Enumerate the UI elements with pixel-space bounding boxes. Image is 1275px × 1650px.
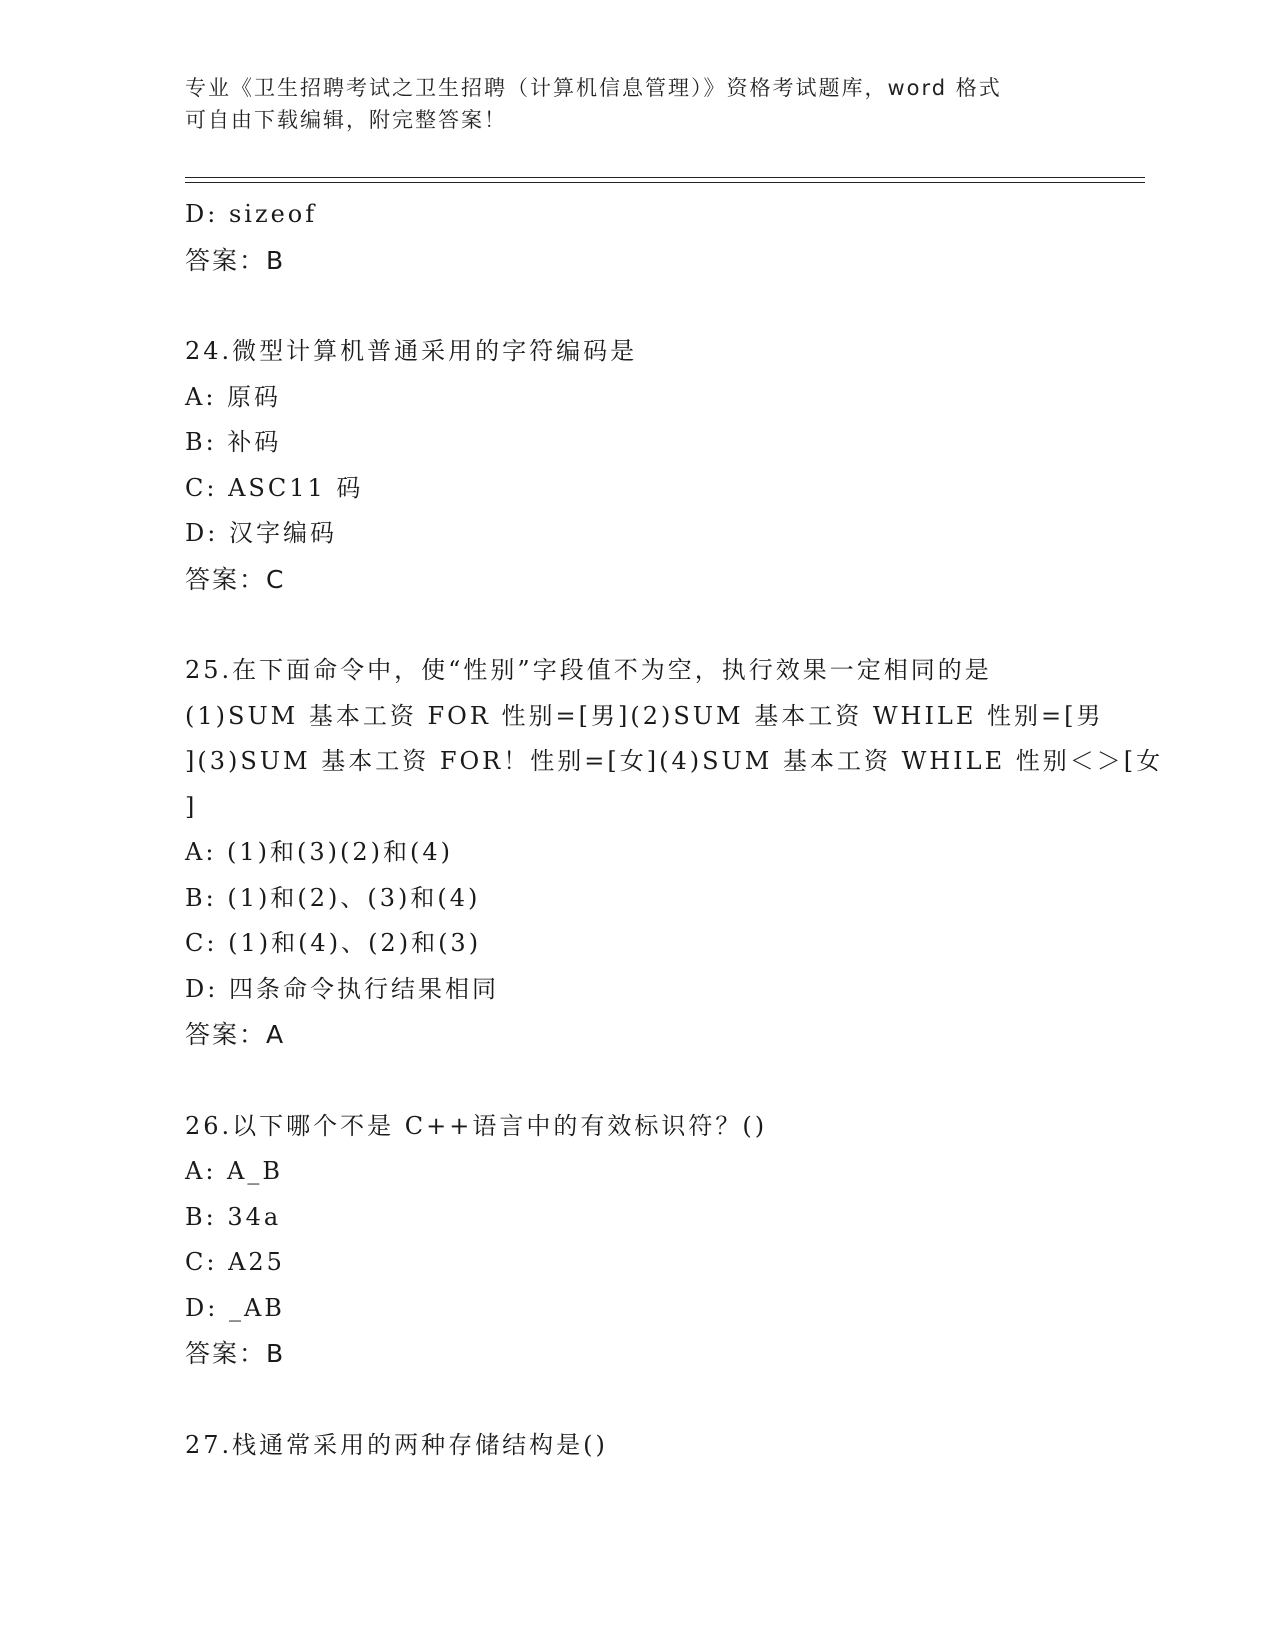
- answer-label: 答案：A: [185, 1020, 286, 1049]
- option-c: C: (1)和(4)、(2)和(3): [185, 929, 482, 957]
- question-stem-line: (1)SUM 基本工资 FOR 性别=[男](2)SUM 基本工资 WHILE 性别=[男: [185, 701, 1104, 730]
- header-line-1: 专业《卫生招聘考试之卫生招聘（计算机信息管理）》资格考试题库，word 格式: [185, 76, 1002, 100]
- option-a: A: (1)和(3)(2)和(4): [185, 838, 454, 866]
- question-list: [185, 192, 1164, 1468]
- question-stem-line: ]: [185, 792, 198, 821]
- option-a: A: 原码: [185, 382, 282, 411]
- option-d: D: sizeof: [185, 200, 318, 228]
- option-d: D: _AB: [185, 1293, 285, 1322]
- option-d: D: 汉字编码: [185, 519, 337, 547]
- option-a: A: A_B: [185, 1157, 284, 1185]
- document-header: [185, 72, 1065, 136]
- header-double-rule: [185, 177, 1145, 183]
- option-b: B: (1)和(2)、(3)和(4): [185, 883, 481, 912]
- option-c: C: A25: [185, 1248, 285, 1276]
- question-stem: 26.以下哪个不是 C++语言中的有效标识符？(): [185, 1111, 768, 1140]
- question-stem-line: 25.在下面命令中，使“性别”字段值不为空，执行效果一定相同的是: [185, 656, 992, 684]
- option-d: D: 四条命令执行结果相同: [185, 974, 499, 1003]
- answer-label: 答案：B: [185, 1339, 286, 1368]
- question-stem: 24.微型计算机普通采用的字符编码是: [185, 337, 638, 365]
- option-c: C: ASC11 码: [185, 473, 364, 502]
- option-b: B: 补码: [185, 428, 282, 456]
- header-line-2: 可自由下载编辑，附完整答案！: [185, 108, 507, 132]
- option-b: B: 34a: [185, 1202, 282, 1231]
- question-stem-line: ](3)SUM 基本工资 FOR！性别=[女](4)SUM 基本工资 WHILE 性别＜＞[女: [185, 747, 1164, 775]
- answer-label: 答案：B: [185, 245, 286, 275]
- question-stem: 27.栈通常采用的两种存储结构是(): [185, 1430, 608, 1459]
- answer-label: 答案：C: [185, 564, 286, 594]
